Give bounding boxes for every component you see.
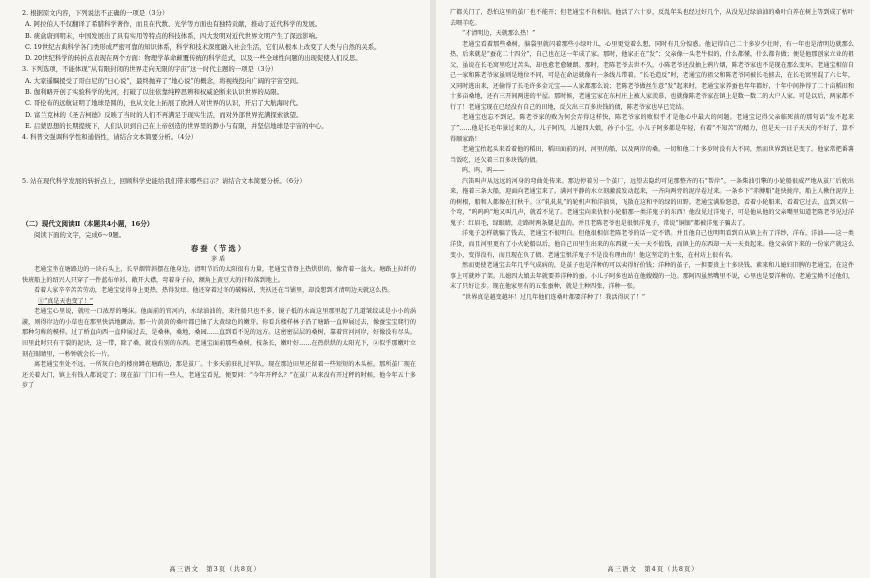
question-3-option-b: B. 伽利略开创了实验科学的先河，打破了以往依靠纯粹思辨和权威论断来认识世界的局限。 [25,88,283,97]
question-3-option-e: E. 启蒙思想的长期提统下，人们认识到自己在上帝创造的世界里的渺小与有限，并坚信地球是宇宙的中心。 [25,121,328,130]
story-paragraph: 离老通宝坐处不远，一所灰白色的楼房蹲在塘路边，那是茧厂。十多天前驻扎过军队，现在那边田里还留着一些短短的木头桩。那所茧厂现在还关着大门，镇上有钱人都说定了；现在茧厂门口有一些人，老通宝看见，便要问：“今年开秤么？”在茧厂从来没有开过秤的时候，他今年五十多岁了 [22,361,416,390]
reading-instruction: 阅读下面的文字，完成6～9题。 [34,230,126,239]
story-paragraph: 老通宝也忘不到记，陈老爷家的败为何会弄得这样快，陈老爷家的败似乎才是他心中最大的问题。老通宝记得父亲临死前的那句话“发不起来了”……他是长毛年景过来的人，儿子阿四，儿媳四大娘，孙子小宝，小儿子阿多都是年轻，有着“不知苦”的精力，但是天一日子天天的不好了，算不得顺家路！ [450,114,854,143]
story-quote-1: ①“真是天也变了！” [38,297,93,305]
page-footer: 高三语文 第3页（共8页） [169,565,261,573]
question-2-option-b: B. 痰盒唐到明末，中国发展出了具有实用等特点的科技体系，四大发明对近代世界文明产生了深远影响。 [25,31,322,40]
story-paragraph: 老通宝看着那些桑树，脑袋里就闪着那些小绿叶儿，心里更觉着么想，同时有几分惶惑。他记得自己二十多岁少壮时，有一年也是清明边就那么热，后来就是“蚕花二十四分”，自己也在这一年成了家。那时，他家正在“发”；父亲像一头老牛似的，什么都懂，什么都肯做；便是他那创家立业的祖父，虽说在长毛窝里吃过苦头，却也愈老愈硬朗。那时，老陈老爷去世不久，小陈老爷还没抽上鸦片烟，陈老爷家也不是现在那么变坏。老通宝相信自己一家和陈老爷家虽则是地位不同，可是在命运就像有一条线儿带着。“长毛造反”时，老通宝的祖父和陈老爷同被长毛掳去，在长毛窝里混了六七年，又同时逃出来，还偷得了长毛许多金元宝——人家都那么说；老陈老爷做丝生意“发”起来时，老通宝家养蚕也年年都好，十年中间挣得了二十亩稻田和十多亩桑地，还有三开间两进的平屋。那时候，老通宝家在东村庄上被人家羡慕，也就像陈老爷家在镇上是数一数二的大户人家。可是以后，两家都不行了！老通宝现在已经没有自己的田地，反欠出三百多块钱的债，陈老爷家也早已完结。 [450,40,854,111]
story-paragraph: 老通宝心里说，就吐一口浓厚的唾沫。他面前的官河内，水绿油油的，来往船只也不多，镜子抵的水面这里那里起了几道皱纹或是小小的涡漩，则得岸边的小草也在那里快活地颤动。那一片黄黄的桑叶都已抽了大黄绿色的嫩芽。你看兵楼样林子沿了塘路一直伸展过去，像蚕宝宝爬行的那种匀称的模样。过了桥直向西一直伸展过去，是桑林，桑地，桑园……直到看不见的远方。这密密层层的桑树，靠着官河河岸，好像没有尽头。田里此时只有干裂的泥块，这一带，除了桑，就没有别的东西。老通宝面前那些桑树，枝条长，嫩叶好……在热烘烘的太阳光下，②似乎那嫩叶立刻在眼睛里，一秒钟就会长一片。 [22,308,416,358]
story-paragraph: 洋鬼子怎样就骗了钱去，老通宝不很明白。但他很相信老陈老爷的话一定不错。并且他自己也明明看到自从镇上有了洋纱，洋布，洋油——这一类洋货，而且河里更有了小火轮船以后，他自己田里生出来的东西就一天一天不值钱，而镇上的东西却一天一天贵起来。他父亲留下来的一份家产就这么变小，变得没有，而且现在负了债。老通宝恨洋鬼子不是没有理由的！他这坚定的主张，在村坊上很有名。 [450,230,854,259]
story-title: 春蚕（节选） [190,244,248,254]
question-2-stem: 2. 根据原文内容，下列说法不正确的一项是（3分） [22,9,169,17]
story-paragraph: 汽笛叫声从远远的河身的弯曲处传来。那边停着另一个茧厂，远望去隐约可见那整齐的石“帮岸”。一条柴油引擎的小轮船很威严地从茧厂后驶出来，拖着三条大船，迎面向老通宝来了。满河平静的水立刻激波发动起来，一齐向两旁的泥岸卷过来。一条乡下“赤膊船”赶快拢岸，船上人揪住泥岸上的树根，船和人都像在打秋千。③“轧轧轧”的轮机声和洋油臭，飞散在这和平的绿的田野。老通宝满脸怒意，看着小轮船来，看着它过去，直到又转一个弯，“呜呜呜”地又叫几声，就看不见了。老通宝向来仇恨小轮船那一类洋鬼子的东西！他没见过洋鬼子，可是他从他的父亲嘴里知道老陈老爷见过洋鬼子：红眉毛，绿眼睛，走路时两条腿是直的。并且老陈老爷也是很恨洋鬼子，常说“铜钿”都被洋鬼子骗去了。 [450,177,854,227]
story-paragraph: 然而更使老通宝去年几乎气成病的，是茧子也是洋种的可以卖得好价钱；洋种的茧子，一担要贵上十多块钱。素来和儿媳妇旧脾的老通宝，在这件事上可就吵了架。儿媳四大娘去年就要养洋种的蚕。小儿子阿多也站在他嫂嫂的一边。那阿四虽然嘴里不说，心里也是要洋种的。老通宝拗不过他们，末了只好让步。现在他家里有的五张蚕种，就是土种四张，洋种一张。 [450,262,854,291]
question-2-option-a: A. 阿拉伯人不仅翻译了希腊科学著作，而且在代数、光学等方面也有独特贡献，推动了近代科学的发展。 [25,20,322,29]
story-paragraph: “才清明边，天就那么热！” [462,30,536,38]
story-author: 茅盾 [210,256,228,264]
story-paragraph: 老通宝抬起头来看着他的稻田，稻田面前的河，河里的船，以及两岸的桑。一切和他二十多岁时没有大不同，然而世界到底是变了。他家常把番薯当饭吃，还欠着三百多块钱的债。 [450,146,854,164]
story-paragraph: 看着人家辛辛苦苦劳动，老通宝觉得身上更热，热得发痒。他还穿着过冬的破棉袄，夹袄还在当铺里，却没想到才清明边天就这么热。 [34,287,394,295]
question-4: 4. 科普文强调科学性和通俗性，请结合文本简要分析。（4分） [22,133,198,142]
section-heading: （二）现代文阅读Ⅱ（本题共4小题，16分） [22,219,154,228]
question-5: 5. 站在现代科学发展的转折点上，回顾科学史能给我们带来哪些启示？请结合文本简要分析。（6分） [22,176,306,185]
question-2-option-c: C. 19世纪古典科学各门类形成严密可靠的知识体系，科学和技术深度融入社会生活，它们从根本上改变了人类与自然的关系。 [25,42,381,51]
page-footer: 高三语文 第4页（共8页） [607,565,699,573]
question-3-option-d: D. 富兰克林的《圣吉柯德》反映了当时的人们不再满足于现实生活，而对外部世界充满探索欲望。 [25,110,303,119]
question-3-option-a: A. 大家遥瞩援受了哥白尼的“日心说”，最终抛弃了“地心说”的概念，将视线投向广阔的宇宙空间。 [25,76,303,85]
question-2-option-d: D. 20世纪科学的转折点表现在两个方面：物理学革命颠覆传统的科学范式，以及一些全球性问题的出现促使人们反思。 [25,54,362,63]
question-3-option-c: C. 哥伦布的远航证明了地球是圆的，也从文化上拓展了欧洲人对世界的认识，开启了大航海时代。 [25,99,303,108]
left-page [0,0,430,578]
story-paragraph: 广都关门了，恐怕这里的茧厂也不能开；但老通宝不肯相信。他活了六十岁，反乱年头也经过好几个，从没见过绿油油的桑叶白养在树上等到成了枯叶去喂羊吃。 [450,9,854,27]
question-3-stem: 3. 下列选项，不能体现“从有限封闭的世界走向无限的宇宙”这一时代主题的一项是（3分） [22,65,278,74]
story-paragraph: 呜，呜，呜—— [462,167,505,175]
story-paragraph: 老通宝坐在塘路边的一块石头上，长旱烟管斜摆在他身边。清明节后的太阳很有力量，老通宝背脊上热烘烘的，像背着一盆火。塘路上拉纤的快班船上的绍兴人只穿了一件蓝布单衫，敞开大襟，弯着身子拉，额角上黄豆大的汗粒落到地上。 [22,266,416,284]
right-page [436,0,870,578]
story-paragraph: “世界真是越变越坏！过几年他们连桑叶都要洋种了！我活得厌了！” [462,293,645,301]
